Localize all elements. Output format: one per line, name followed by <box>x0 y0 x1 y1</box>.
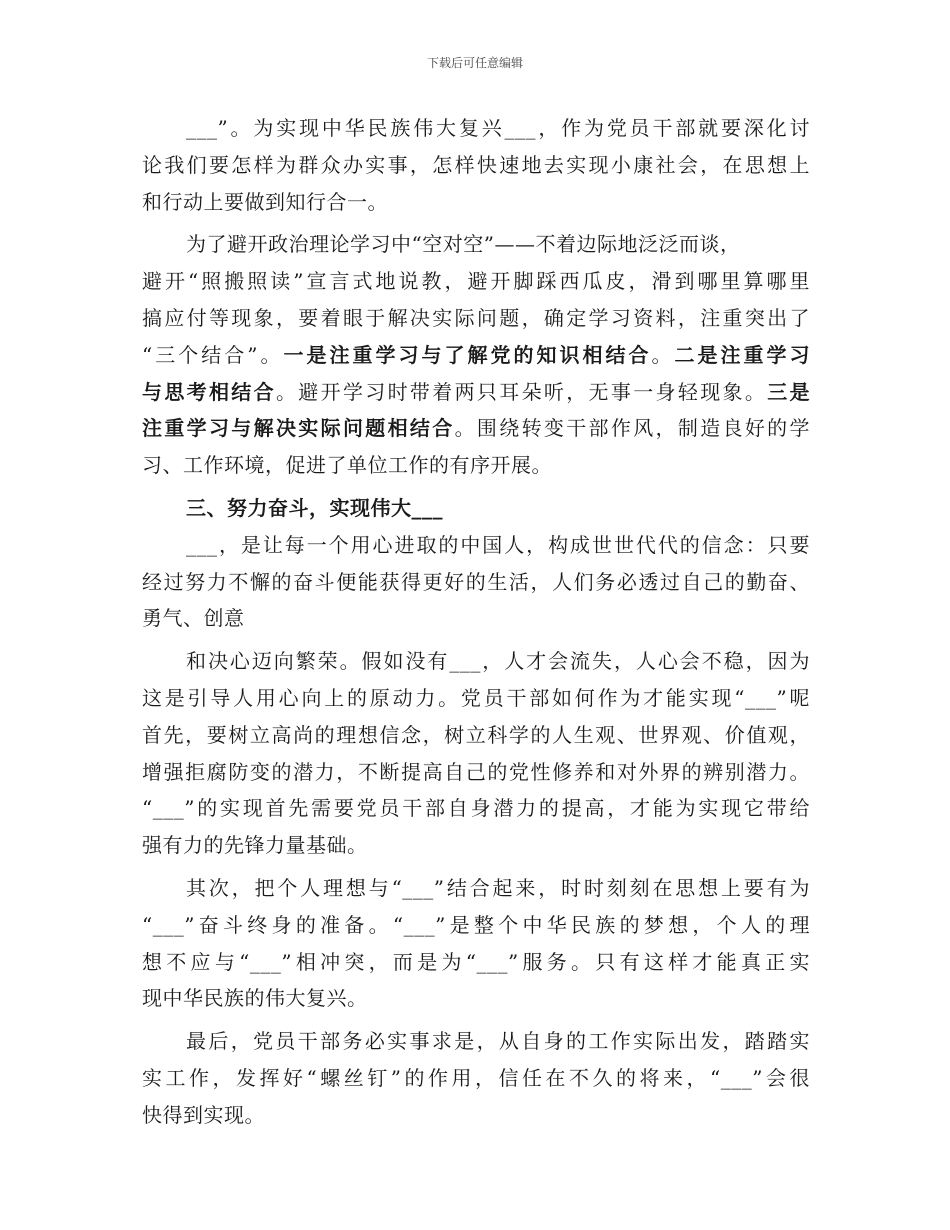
header-note: 下载后可任意编辑 <box>426 56 523 70</box>
text-line-mixed-bold <box>142 410 810 447</box>
text-line-mixed-bold <box>142 337 810 374</box>
text-line: 想不应与“___”相冲突，而是为“___”服务。只有这样才能真正实 <box>142 949 810 974</box>
text-line: 论我们要怎样为群众办实事，怎样快速地去实现小康社会，在思想上 <box>142 152 810 177</box>
text-line: 和行动上要做到知行合一。 <box>142 189 388 214</box>
text-line: 快得到实现。 <box>142 1102 265 1127</box>
text-line: 避开“照搬照读”宣言式地说教，避开脚踩西瓜皮，滑到哪里算哪里 <box>142 269 810 294</box>
text-line: 为了避开政治理论学习中“空对空”——不着边际地泛泛而谈， <box>186 232 741 257</box>
text-line: 最后，党员干部务必实事求是，从自身的工作实际出发，踏踏实 <box>186 1029 810 1054</box>
text-line: 经过努力不懈的奋斗便能获得更好的生活，人们务必透过自己的勤奋、 <box>142 569 810 594</box>
bold-text-run: 注重学习与解决实际问题相结合 <box>142 416 455 441</box>
text-line: 首先，要树立高尚的理想信念，树立科学的人生观、世界观、价值观， <box>142 722 810 747</box>
text-line: ___，是让每一个用心进取的中国人，构成世世代代的信念：只要 <box>186 532 810 557</box>
bold-text-run: 三是 <box>767 379 811 404</box>
text-line: ___”。为实现中华民族伟大复兴___，作为党员干部就要深化讨 <box>186 116 810 140</box>
text-run: 。 <box>651 342 675 367</box>
text-run: 。避开学习时带着两只耳朵听，无事一身轻现象。 <box>275 379 768 404</box>
text-line: 现中华民族的伟大复兴。 <box>142 986 368 1011</box>
text-run: “三个结合”。 <box>142 342 284 367</box>
bold-text-run: 二是注重学习 <box>674 342 811 367</box>
text-line: 这是引导人用心向上的原动力。党员干部如何作为才能实现“___”呢 <box>142 685 810 710</box>
text-line: 习、工作环境，促进了单位工作的有序开展。 <box>142 453 552 478</box>
section-heading: 三、努力奋斗，实现伟大___ <box>186 495 443 520</box>
text-line: 勇气、创意 <box>142 606 245 631</box>
text-line: 和决心迈向繁荣。假如没有___，人才会流失，人心会不稳，因为 <box>186 649 810 674</box>
text-line: 强有力的先锋力量基础。 <box>142 833 368 858</box>
bold-text-run: 一是注重学习与了解党的知识相结合 <box>283 342 652 367</box>
text-line: 搞应付等现象，要着眼于解决实际问题，确定学习资料，注重突出了 <box>142 305 810 330</box>
text-run: 。围绕转变干部作风，制造良好的学 <box>454 416 811 441</box>
text-line: “___”的实现首先需要党员干部自身潜力的提高，才能为实现它带给 <box>142 796 810 821</box>
text-line-mixed-bold <box>142 374 810 411</box>
text-line: 增强拒腐防变的潜力，不断提高自己的党性修养和对外界的辨别潜力。 <box>142 759 810 784</box>
text-line: “___”奋斗终身的准备。“___”是整个中华民族的梦想，个人的理 <box>142 912 810 937</box>
bold-text-run: 与思考相结合 <box>142 379 276 404</box>
text-line: 其次，把个人理想与“___”结合起来，时时刻刻在思想上要有为 <box>186 875 810 900</box>
text-line: 实工作，发挥好“螺丝钉”的作用，信任在不久的将来，“___”会很 <box>142 1065 810 1090</box>
document-body <box>142 110 810 1134</box>
